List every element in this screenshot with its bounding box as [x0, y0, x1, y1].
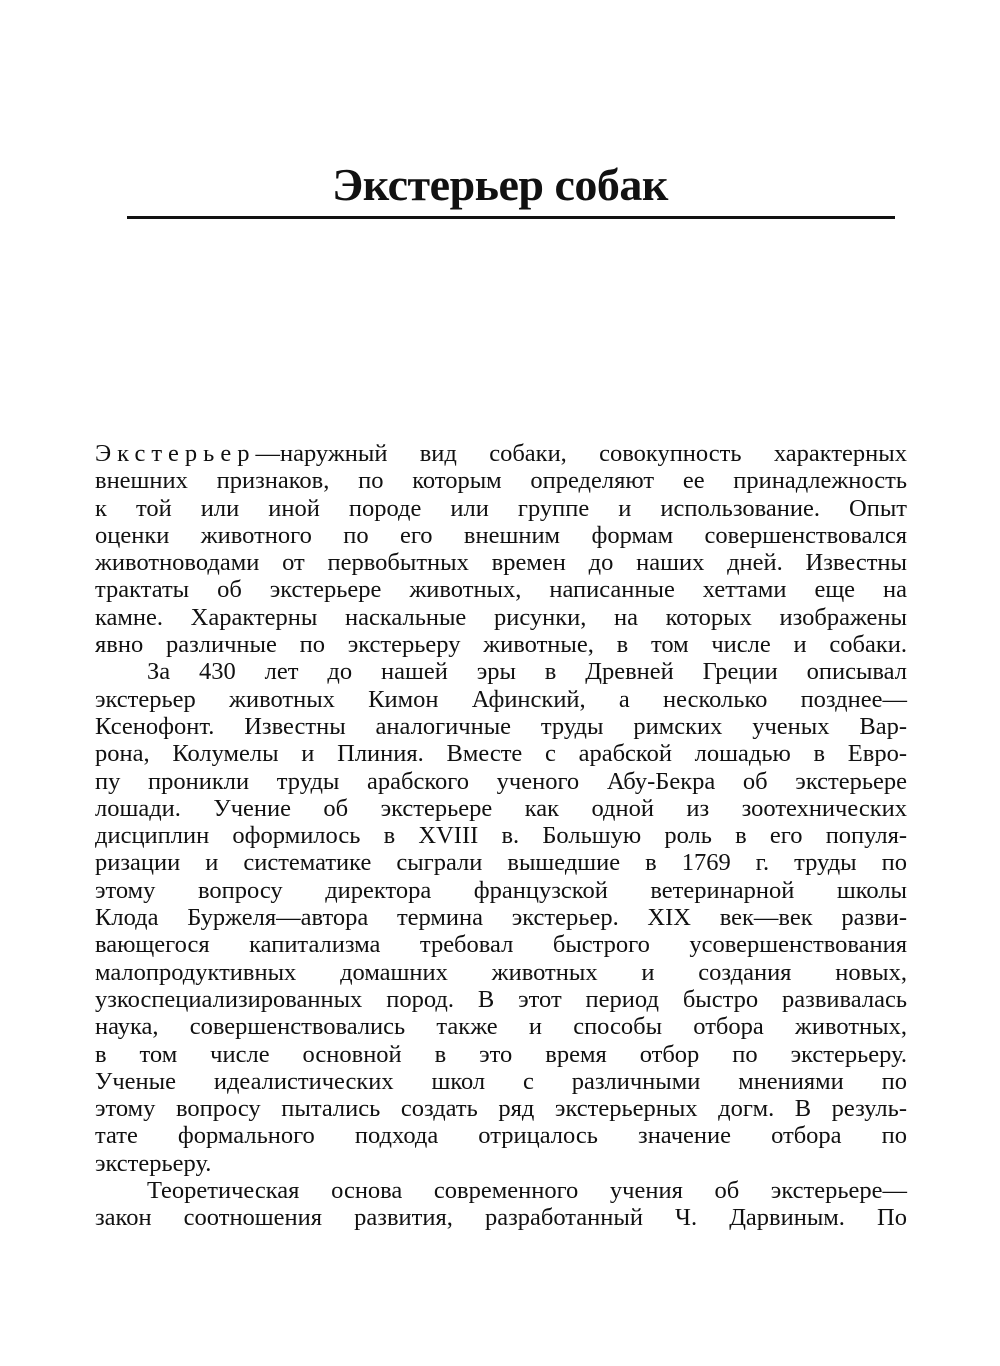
paragraph-line: дисциплин оформилось в XVIII в. Большую роль в его популя- — [95, 822, 907, 850]
paragraph-line: Клода Буржеля—автора термина экстерьер. XIX век—век разви- — [95, 904, 907, 932]
paragraph-line: этому вопросу пытались создать ряд экстерьерных догм. В резуль- — [95, 1095, 907, 1123]
paragraph-line: ризации и систематике сыграли вышедшие в 1769 г. труды по — [95, 849, 907, 877]
paragraph-line: рона, Колумелы и Плиния. Вместе с арабской лошадью в Евро- — [95, 740, 907, 768]
paragraph-line: пу проникли труды арабского ученого Абу-Бекра об экстерьере — [95, 767, 907, 795]
page-title: Экстерьер собак — [332, 159, 668, 210]
body-text — [95, 440, 907, 1232]
paragraph-line: Ученые идеалистических школ с различными мнениями по — [95, 1067, 907, 1095]
paragraph-line: в том числе основной в это время отбор по экстерьеру. — [95, 1040, 907, 1068]
paragraph-line: к той или иной породе или группе и использование. Опыт — [95, 494, 907, 522]
paragraph-line: камне. Характерны наскальные рисунки, на которых изображены — [95, 603, 907, 631]
paragraph-line: Экстерьер—наружный вид собаки, совокупность характерных — [95, 440, 907, 467]
paragraph-line: этому вопросу директора французской ветеринарной школы — [95, 876, 907, 904]
defined-term: Экстерьер — [95, 440, 256, 467]
paragraph-line: наука, совершенствовались также и способы отбора животных, — [95, 1013, 907, 1041]
paragraph-line: За 430 лет до нашей эры в Древней Греции описывал — [147, 658, 907, 686]
paragraph-line: явно различные по экстерьеру животные, в том числе и собаки. — [95, 631, 907, 659]
paragraph-line: узкоспециализированных пород. В этот период быстро развивалась — [95, 985, 907, 1013]
paragraph-line: лошади. Учение об экстерьере как одной из зоотехнических — [95, 794, 907, 822]
paragraph-line: малопродуктивных домашних животных и создания новых, — [95, 958, 907, 986]
paragraph-line: вающегося капитализма требовал быстрого усовершенствования — [95, 931, 907, 959]
paragraph-line: животноводами от первобытных времен до наших дней. Известны — [95, 549, 907, 577]
title-underline — [127, 216, 895, 219]
paragraph-line: тате формального подхода отрицалось значение отбора по — [95, 1122, 907, 1150]
paragraph-line: экстерьеру. — [95, 1149, 212, 1177]
paragraph-line: оценки животного по его внешним формам совершенствовался — [95, 521, 907, 549]
paragraph-line: экстерьер животных Кимон Афинский, а несколько позднее— — [95, 685, 907, 713]
paragraph-line: Теоретическая основа современного учения об экстерьере— — [147, 1177, 907, 1205]
paragraph-line: трактаты об экстерьере животных, написанные хеттами еще на — [95, 576, 907, 604]
paragraph-line: внешних признаков, по которым определяют ее принадлежность — [95, 467, 907, 495]
paragraph-line: Ксенофонт. Известны аналогичные труды римских ученых Вар- — [95, 712, 907, 740]
paragraph-line: закон соотношения развития, разработанный Ч. Дарвиным. По — [95, 1204, 907, 1232]
